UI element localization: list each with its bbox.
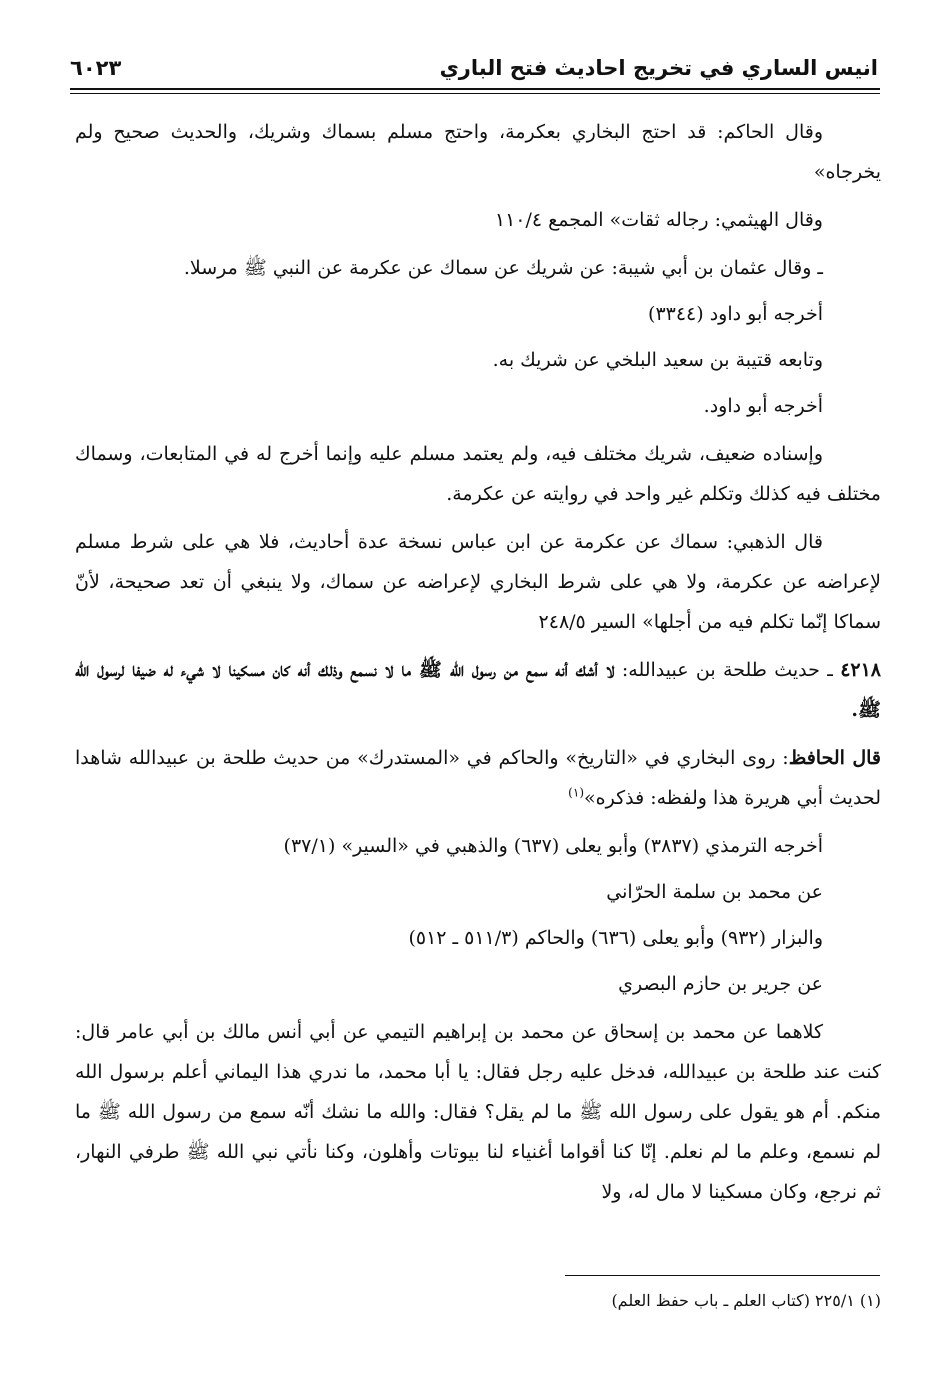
paragraph-uthman: ـ وقال عثمان بن أبي شيبة: عن شريك عن سماك عن عكرمة عن النبي ﷺ مرسلا. xyxy=(183,257,823,279)
hadith-intro: ـ حديث طلحة بن عبيدالله: xyxy=(614,659,833,681)
header-rule-thin xyxy=(70,93,880,94)
hafiz-text: : روى البخاري في «التاريخ» والحاكم في «المستدرك» من حديث طلحة بن عبيدالله شاهدا لحديث أبي هريرة هذا ولفظه: فذكره» xyxy=(75,747,881,809)
paragraph-haythami: وقال الهيثمي: رجاله ثقات» المجمع ١١٠/٤ xyxy=(494,209,823,231)
takhrij-jarir: عن جرير بن حازم البصري xyxy=(618,973,823,995)
footnote-separator xyxy=(565,1275,880,1276)
hadith-text: لا أشك أنه سمع من رسول الله ﷺ ما لا نسمع وذلك أنه كان مسكينا لا شيء له ضيفا لرسول الله ﷺ. xyxy=(75,659,881,721)
takhrij-bazzar: والبزار (٩٣٢) وأبو يعلى (٦٣٦) والحاكم (٥١١/٣ ـ ٥١٢) xyxy=(408,927,823,949)
takhrij-harrani: عن محمد بن سلمة الحرّاني xyxy=(606,881,823,903)
hafiz-paragraph xyxy=(75,738,881,818)
closing-paragraph: كلاهما عن محمد بن إسحاق عن محمد بن إبراهيم التيمي عن أبي أنس مالك بن أبي عامر قال: كنت عند طلحة بن عبيدالله، فدخل عليه رجل فقال: يا أبا محمد، ما ندري هذا اليماني أعلم برسول الله منكم. أم هو يقول على رسول الله ﷺ ما لم يقل؟ فقال: والله ما نشك أنّه سمع من رسول الله ﷺ ما لم نسمع، وعلم ما لم نعلم. إنّا كنا أقواما أغنياء لنا بيوتات وأهلون، وكنا نأتي نبي الله ﷺ طرفي النهار، ثم نرجع، وكان مسكينا لا مال له، ولا xyxy=(75,1021,881,1203)
running-title: انيس الساري في تخريج احاديث فتح الباري xyxy=(439,56,878,80)
footnote xyxy=(75,1287,881,1315)
hafiz-label: قال الحافظ xyxy=(788,747,882,769)
header-rule xyxy=(70,88,880,90)
paragraph-dhahabi: قال الذهبي: سماك عن عكرمة عن ابن عباس نسخة عدة أحاديث، فلا هي على شرط مسلم لإعراضه عن عكرمة، ولا هي على شرط البخاري لإعراضه عن سماك، ولا ينبغي أن تعد صحيحة، لأنّ سماكا إنّما تكلم فيه من أجلها» السير ٢٤٨/٥ xyxy=(75,531,881,633)
paragraph-abu-dawud-2: أخرجه أبو داود. xyxy=(703,395,823,417)
paragraph-isnad: وإسناده ضعيف، شريك مختلف فيه، ولم يعتمد مسلم عليه وإنما أخرج له في المتابعات، وسماك مختلف فيه كذلك وتكلم غير واحد في روايته عن عكرمة. xyxy=(75,443,881,505)
page-number: ٦٠٢٣ xyxy=(70,56,122,80)
page-header xyxy=(70,52,878,90)
hadith-number: ٤٢١٨ xyxy=(840,659,882,681)
main-text xyxy=(75,112,881,1220)
paragraph-hakim: وقال الحاكم: قد احتج البخاري بعكرمة، واحتج مسلم بسماك وشريك، والحديث صحيح ولم يخرجاه» xyxy=(75,121,881,183)
takhrij-tirmidhi: أخرجه الترمذي (٣٨٣٧) وأبو يعلى (٦٣٧) والذهبي في «السير» (٣٧/١) xyxy=(283,835,823,857)
hadith-entry xyxy=(75,650,881,730)
paragraph-qutayba: وتابعه قتيبة بن سعيد البلخي عن شريك به. xyxy=(492,349,823,371)
footnote-mark: (١) xyxy=(859,1291,881,1310)
paragraph-abu-dawud-1: أخرجه أبو داود (٣٣٤٤) xyxy=(648,303,823,325)
footnote-reference[interactable]: (١) xyxy=(568,785,584,800)
footnote-text: ٢٢٥/١ (كتاب العلم ـ باب حفظ العلم) xyxy=(611,1291,855,1310)
